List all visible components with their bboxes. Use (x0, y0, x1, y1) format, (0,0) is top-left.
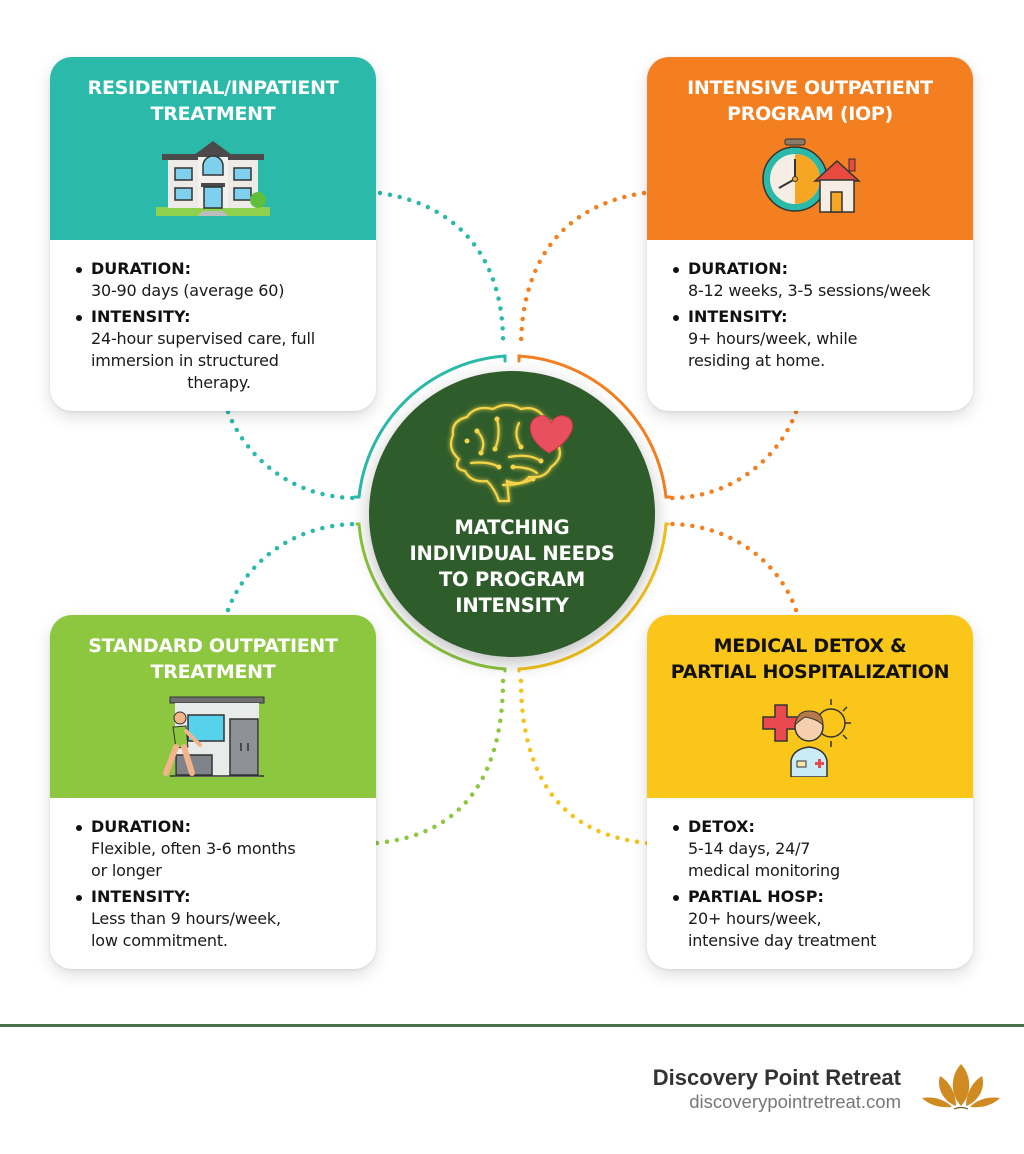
card-header (50, 57, 376, 240)
card-body (647, 798, 973, 952)
card-header (50, 615, 376, 798)
card-title-line: INTENSIVE OUTPATIENT (687, 77, 933, 99)
duration-label: DURATION: (671, 258, 961, 280)
center-title-line: MATCHING (454, 516, 570, 539)
center-title-line: TO PROGRAM (438, 568, 586, 591)
card-title (661, 633, 959, 685)
card-title-line: MEDICAL DETOX & (713, 635, 907, 657)
card-header (647, 57, 973, 240)
partial-hosp-label: PARTIAL HOSP: (671, 886, 961, 908)
center-title-line: INTENSITY (455, 594, 569, 617)
card-standard-outpatient (50, 615, 376, 969)
card-title-line: STANDARD OUTPATIENT (88, 635, 338, 657)
intensity-value: therapy. (187, 373, 251, 392)
building-icon (148, 137, 278, 219)
intensity-value: low commitment. (91, 931, 228, 950)
intensity-label: INTENSITY: (74, 306, 364, 328)
card-body (50, 240, 376, 394)
detox-label: DETOX: (671, 816, 961, 838)
partial-hosp-value: intensive day treatment (688, 931, 877, 950)
card-title-line: PARTIAL HOSPITALIZATION (670, 661, 950, 683)
card-intensive-outpatient (647, 57, 973, 411)
card-title-line: PROGRAM (IOP) (727, 103, 893, 125)
card-title (677, 75, 943, 127)
card-medical-detox-partial-hosp (647, 615, 973, 969)
center-title (409, 515, 614, 619)
intensity-value: residing at home. (688, 351, 826, 370)
brand-url: discoverypointretreat.com (689, 1091, 901, 1112)
doctor-cross-sun-icon (745, 695, 875, 777)
card-header (647, 615, 973, 798)
intensity-item (74, 306, 364, 394)
intensity-item (671, 306, 961, 372)
detox-value: 5-14 days, 24/7 (688, 839, 811, 858)
partial-hosp-value: 20+ hours/week, (688, 909, 822, 928)
center-hub (369, 371, 655, 657)
brain-heart-icon (437, 401, 587, 511)
center-title-line: INDIVIDUAL NEEDS (409, 542, 615, 565)
detox-value: medical monitoring (688, 861, 840, 880)
intensity-value: 24-hour supervised care, full (91, 329, 315, 348)
duration-item (74, 816, 364, 882)
duration-value: or longer (91, 861, 162, 880)
duration-label: DURATION: (74, 258, 364, 280)
duration-item (74, 258, 364, 302)
card-body (50, 798, 376, 952)
card-title (78, 75, 349, 127)
lotus-leaves-icon (920, 1062, 1002, 1114)
intensity-value: 9+ hours/week, while (688, 329, 858, 348)
duration-value: 8-12 weeks, 3-5 sessions/week (688, 281, 931, 300)
intensity-label: INTENSITY: (74, 886, 364, 908)
duration-value: 30-90 days (average 60) (91, 281, 285, 300)
duration-value: Flexible, often 3-6 months (91, 839, 296, 858)
card-body (647, 240, 973, 372)
card-title-line: TREATMENT (150, 103, 276, 125)
card-residential-treatment (50, 57, 376, 411)
intensity-label: INTENSITY: (671, 306, 961, 328)
footer-brand (653, 1065, 901, 1113)
footer-divider (0, 1024, 1024, 1027)
detox-item (671, 816, 961, 882)
intensity-value: immersion in structured (91, 351, 279, 370)
duration-item (671, 258, 961, 302)
brand-name: Discovery Point Retreat (652, 1065, 901, 1090)
stopwatch-house-icon (745, 137, 875, 219)
intensity-item (74, 886, 364, 952)
card-title (78, 633, 347, 685)
intensity-value: Less than 9 hours/week, (91, 909, 281, 928)
card-title-line: TREATMENT (150, 661, 276, 683)
duration-label: DURATION: (74, 816, 364, 838)
person-walking-clinic-icon (148, 695, 278, 777)
partial-hosp-item (671, 886, 961, 952)
card-title-line: RESIDENTIAL/INPATIENT (87, 77, 339, 99)
